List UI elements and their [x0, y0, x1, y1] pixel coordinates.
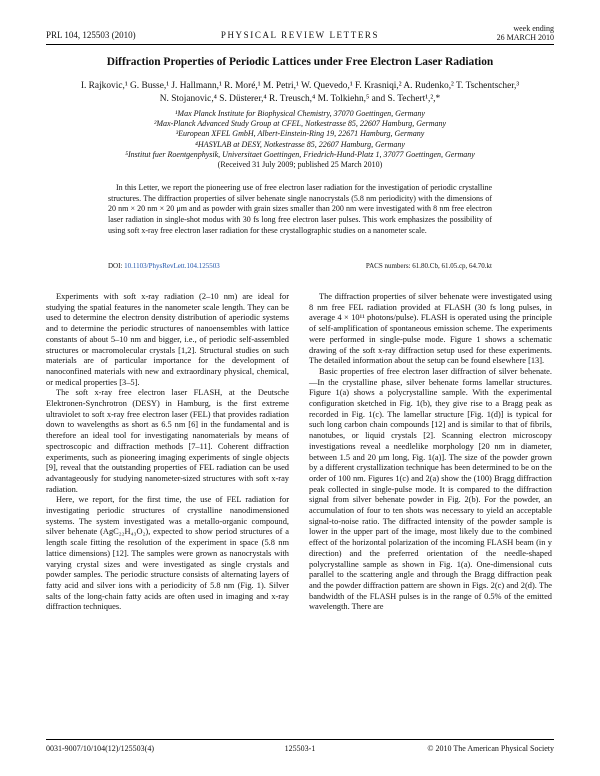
abstract: In this Letter, we report the pioneering use of free electron laser radiation for the investigation of periodic crystalline structures. The diffraction properties of silver behenate single nanocrystals (5.8 nm periodicity) with the dimensions of 20 nm × 20 nm × 20 μm and as powder with grain sizes smaller than 200 nm were investigated with 8 nm free electron laser radiation in single-shot modus with 30 fs long free electron laser pulses. This work emphasizes the possibility of using soft x-ray free electron laser radiation for these crystallographic studies on a nanometer scale.	[108, 183, 492, 235]
author-line: N. Stojanovic,⁴ S. Düsterer,⁴ R. Treusch,⁴ M. Tolkiehn,⁵ and S. Techert¹,²,*	[159, 94, 441, 104]
issue-date-label: week ending	[513, 24, 554, 33]
affiliation: ³European XFEL GmbH, Albert-Einstein-Ring 19, 22671 Hamburg, Germany	[175, 129, 425, 139]
article-meta	[108, 262, 492, 270]
affiliation: ⁴HASYLAB at DESY, Notkestrasse 85, 22607 Hamburg, Germany	[195, 139, 405, 149]
running-header	[46, 24, 554, 44]
body-paragraph: Experiments with soft x-ray radiation (2–10 nm) are ideal for studying the spatial features in the nanometer scale length. They can be used to determine the electron density distribution of aperiodic systems and to determine the periodic structures of nanoensembles with lattice constants of about 5–10 nm and bigger, i.e., of periodic self-assembled structures or macromolecular crystals [1,2]. Structural studies on such materials are of particular importance for the development of nanoconfined materials with new and extraordinary physical, chemical, or medical properties [3–5].	[46, 292, 289, 387]
article-code: 0031-9007/10/104(12)/125503(4)	[46, 744, 154, 753]
pacs-numbers: PACS numbers: 61.80.Cb, 61.05.cp, 64.70.kt	[365, 262, 492, 270]
body-column-left	[46, 292, 289, 613]
footer-rule	[46, 739, 554, 740]
journal-name: PHYSICAL REVIEW LETTERS	[220, 30, 380, 40]
header-rule	[46, 44, 554, 45]
author-list	[52, 80, 548, 106]
affiliation: ²Max-Planck Advanced Study Group at CFEL, Notkestrasse 85, 22607 Hamburg, Germany	[153, 119, 447, 129]
journal-citation: PRL 104, 125503 (2010)	[46, 30, 136, 40]
affiliation: ⁵Institut fuer Roentgenphysik, Universitaet Goettingen, Friedrich-Hund-Platz 1, 37077 Goettingen, Germany	[125, 149, 475, 159]
doi-label: DOI:	[108, 262, 123, 270]
body-paragraph: The soft x-ray free electron laser FLASH, at the Deutsche Elektronen-Synchrotron (DESY) in Hamburg, is the first extreme ultraviolet to soft x-ray free electron laser (FEL) that provides radiation down to wavelengths as short as 6.5 nm [6] in the fundamental and is therefore an ideal tool for investigating nanomaterials by means of spectroscopic and diffraction methods [7–11]. Coherent diffraction experiments, such as pioneering imaging experiments of single objects [9], reveal that the outstanding properties of FEL radiation can be used advantageously for studying nanometer-sized structures with soft x-ray radiation.	[46, 388, 289, 494]
issue-date	[497, 24, 554, 42]
body-paragraph: Here, we report, for the first time, the use of FEL radiation for investigating periodic structures of crystalline nanodimensioned systems. The system investigated was a metallo-organic compound, silver behenate (AgC₂₂H₄₃O₂), expected to show period structures of a length scale fitting the resolution of the experiment in space (5.8 nm lattice dimensions) [12]. The samples were grown as nanocrystals with varying crystal sizes and were investigated as single crystals and powder samples. The periodic structure consists of alternating layers of fatty acid and silver ions with a periodicity of 5.8 nm (Fig. 1). Silver salts of the long-chain fatty acids are often used in imaging and x-ray diffraction techniques.	[46, 495, 289, 612]
affiliations	[46, 109, 554, 170]
page-number: 125503-1	[284, 744, 316, 753]
doi	[108, 262, 220, 270]
received-date: (Received 31 July 2009; published 25 March 2010)	[217, 160, 383, 170]
body-paragraph: The diffraction properties of silver behenate were investigated using 8 nm free FEL radiation provided at FLASH (30 fs long pulses, in average 4 × 10¹¹ photons/pulse). FLASH is operated using the principle of self-amplification of spontaneous emission scheme. The experiments were performed in single-pulse mode. Figure 1 shows a schematic drawing of the soft x-ray diffraction setup used for these experiments. The detailed information about the setup can be found elsewhere [13].	[309, 292, 552, 366]
article-title: Diffraction Properties of Periodic Lattices under Free Electron Laser Radiation	[106, 56, 494, 68]
author-line: I. Rajkovic,¹ G. Busse,¹ J. Hallmann,¹ R. Moré,¹ M. Petri,¹ W. Quevedo,¹ F. Krasniqi,² A. Rudenko,² T. Tschentscher,³	[80, 81, 520, 91]
affiliation: ¹Max Planck Institute for Biophysical Chemistry, 37070 Goettingen, Germany	[175, 109, 425, 118]
body-column-right	[309, 292, 552, 613]
body-paragraph: Basic properties of free electron laser diffraction of silver behenate.—In the crystalline phase, silver behenate forms lamellar structures. Figure 1(a) shows a polycrystalline sample. With the experimental configuration sketched in Fig. 1(b), they give rise to a Bragg peak as recorded in Fig. 1(c). The lamellar structure [Fig. 1(d)] is typical for such long carbon chain compounds [12] and is similar to that of fibrils, nanotubes, or liquid crystals [2]. Scanning electron microscopy investigations reveal a needlelike morphology [20 nm in diameter, between 1.5 and 20 μm long, Fig. 1(a)]. The size of the powder grown by a different crystallization technique has been determined to be on the order of 100 nm. Figures 1(c) and 2(a) show the (100) Bragg diffraction peak collected in single-pulse mode. It is compared to the diffraction signal from silver behenate powder in Fig. 2(b). For the powder, an accumulation of four to ten shots was necessary to yield an acceptable signal-to-noise ratio. The diffracted intensity of the powder sample is lower in the upper part of the image, most likely due to the combined effect of the horizontal polarization of the incoming FLASH beam (in y direction) and the preferred orientation of the needle-shaped polycrystalline sample as shown in Fig. 1(a). One-dimensional cuts parallel to the scattering angle and through the Bragg diffraction peak and the powder diffraction pattern are shown in Figs. 2(c) and 2(d). The bandwidth of the FLASH pulses is in the range of 0.5% of the emitted wavelength. There are	[309, 366, 552, 612]
issue-date-value: 26 MARCH 2010	[496, 33, 554, 42]
doi-link[interactable]: 10.1103/PhysRevLett.104.125503	[124, 262, 220, 270]
copyright: © 2010 The American Physical Society	[427, 744, 554, 753]
